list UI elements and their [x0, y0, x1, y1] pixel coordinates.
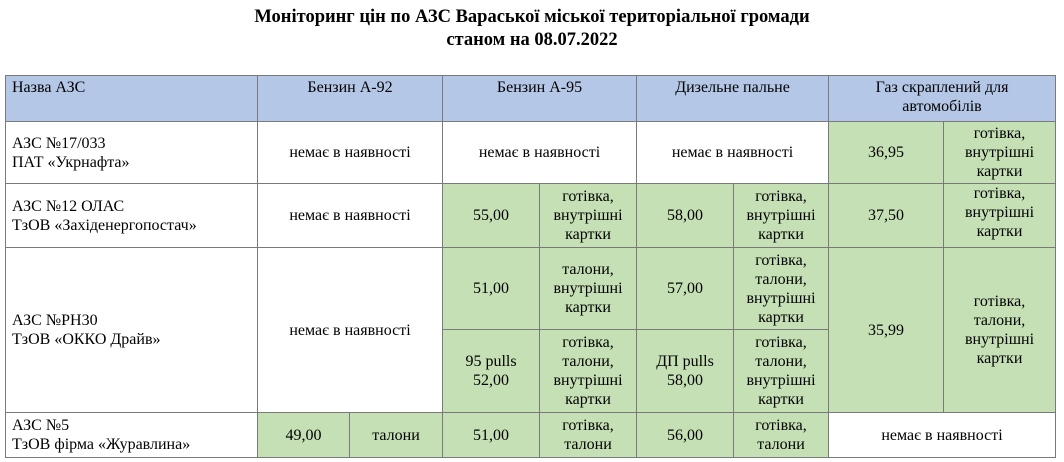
- gas-payment: [944, 184, 1056, 248]
- gas-price: 35,99: [829, 248, 944, 413]
- title-line-2: станом на 08.07.2022: [446, 30, 618, 50]
- gas-payment: [944, 248, 1056, 413]
- payment-method: внутрішні: [964, 144, 1035, 161]
- table-row: [6, 184, 1056, 248]
- diesel-unavailable: немає в наявності: [637, 122, 829, 184]
- payment-method: внутрішні: [746, 207, 816, 224]
- payment-method: готівка,: [973, 185, 1026, 202]
- payment-method: готівка,: [562, 417, 614, 434]
- diesel-pulls-price: [637, 330, 734, 413]
- header-gas-line-2: автомобілів: [902, 98, 982, 115]
- a95-price: 55,00: [443, 184, 540, 248]
- header-gas: [829, 76, 1056, 122]
- station-company: ТзОВ «ОККО Драйв»: [12, 331, 161, 348]
- station-company: ТзОВ «Західенергопостач»: [12, 216, 197, 234]
- fuel-brand: ДП pulls: [656, 353, 714, 370]
- price-value: 58,00: [667, 372, 703, 389]
- payment-method: готівка,: [755, 188, 807, 205]
- station-name-cell: [6, 184, 258, 248]
- page-title: [0, 6, 1064, 52]
- station-name-cell: [6, 122, 258, 184]
- station-number: АЗС №РН30: [12, 312, 98, 329]
- price-value: 52,00: [473, 372, 509, 389]
- payment-method: внутрішні: [553, 280, 623, 297]
- payment-method: внутрішні: [964, 331, 1035, 348]
- a92-unavailable: немає в наявності: [258, 122, 443, 184]
- header-a95: Бензин А-95: [443, 76, 637, 122]
- gas-unavailable: немає в наявності: [829, 413, 1056, 458]
- diesel-price: 57,00: [637, 248, 734, 330]
- station-number: АЗС №12 ОЛАС: [12, 197, 125, 215]
- station-number: АЗС №17/033: [12, 134, 106, 152]
- payment-method: картки: [976, 223, 1023, 240]
- a92-unavailable: немає в наявності: [258, 248, 443, 413]
- fuel-price-table: [5, 75, 1056, 458]
- diesel-price: 56,00: [637, 413, 734, 458]
- payment-method: готівка,: [562, 334, 614, 351]
- table-row: [6, 413, 1056, 458]
- diesel-pulls-payment: [734, 330, 829, 413]
- payment-method: картки: [565, 299, 611, 316]
- payment-method: картки: [758, 226, 804, 243]
- payment-method: внутрішні: [553, 207, 623, 224]
- a95-price: 51,00: [443, 413, 540, 458]
- payment-method: талони,: [562, 353, 614, 370]
- a95-pulls-payment: [540, 330, 637, 413]
- station-number: АЗС №5: [12, 417, 70, 434]
- table-row: [6, 248, 1056, 330]
- diesel-payment: [734, 413, 829, 458]
- gas-price: 36,95: [829, 122, 944, 184]
- header-gas-line-1: Газ скраплений для: [875, 79, 1009, 96]
- diesel-payment: [734, 184, 829, 248]
- station-name-cell: [6, 248, 258, 413]
- title-line-1: Моніторинг цін по АЗС Вараської міської територіальної громади: [254, 7, 810, 27]
- table-row: [6, 122, 1056, 184]
- payment-method: внутрішні: [964, 204, 1035, 221]
- header-diesel: Дизельне пальне: [637, 76, 829, 122]
- diesel-price: 58,00: [637, 184, 734, 248]
- payment-method: талони,: [562, 261, 614, 278]
- header-row: [6, 76, 1056, 122]
- station-company: ТзОВ фірма «Журавлина»: [12, 436, 191, 453]
- station-company: ПАТ «Укрнафта»: [12, 153, 130, 171]
- payment-method: готівка,: [562, 188, 614, 205]
- a95-price: 51,00: [443, 248, 540, 330]
- payment-method: внутрішні: [746, 289, 816, 307]
- payment-method: внутрішні: [553, 372, 623, 389]
- payment-method: талони,: [755, 353, 807, 370]
- a92-unavailable: немає в наявності: [258, 184, 443, 248]
- a92-price: 49,00: [258, 413, 350, 458]
- a95-payment: [540, 413, 637, 458]
- payment-method: картки: [565, 226, 611, 243]
- gas-price: 37,50: [829, 184, 944, 248]
- payment-method: талони: [564, 436, 612, 453]
- diesel-payment: [734, 248, 829, 330]
- payment-method: талони,: [755, 270, 807, 288]
- a92-payment: талони: [350, 413, 443, 458]
- payment-method: талони: [757, 436, 805, 453]
- station-name-cell: [6, 413, 258, 458]
- payment-method: готівка,: [973, 125, 1026, 142]
- gas-payment: [944, 122, 1056, 184]
- a95-payment: [540, 248, 637, 330]
- payment-method: картки: [976, 163, 1023, 180]
- fuel-brand: 95 pulls: [465, 353, 517, 370]
- a95-payment: [540, 184, 637, 248]
- payment-method: картки: [976, 350, 1023, 367]
- payment-method: готівка,: [755, 417, 807, 434]
- payment-method: готівка,: [755, 334, 807, 351]
- header-a92: Бензин А-92: [258, 76, 443, 122]
- header-name: Назва АЗС: [6, 76, 258, 122]
- payment-method: талони,: [973, 312, 1026, 329]
- payment-method: картки: [758, 308, 804, 326]
- payment-method: картки: [758, 391, 804, 408]
- payment-method: готівка,: [755, 251, 807, 269]
- payment-method: внутрішні: [746, 372, 816, 389]
- a95-pulls-price: [443, 330, 540, 413]
- a95-unavailable: немає в наявності: [443, 122, 637, 184]
- payment-method: готівка,: [973, 293, 1026, 310]
- payment-method: картки: [565, 391, 611, 408]
